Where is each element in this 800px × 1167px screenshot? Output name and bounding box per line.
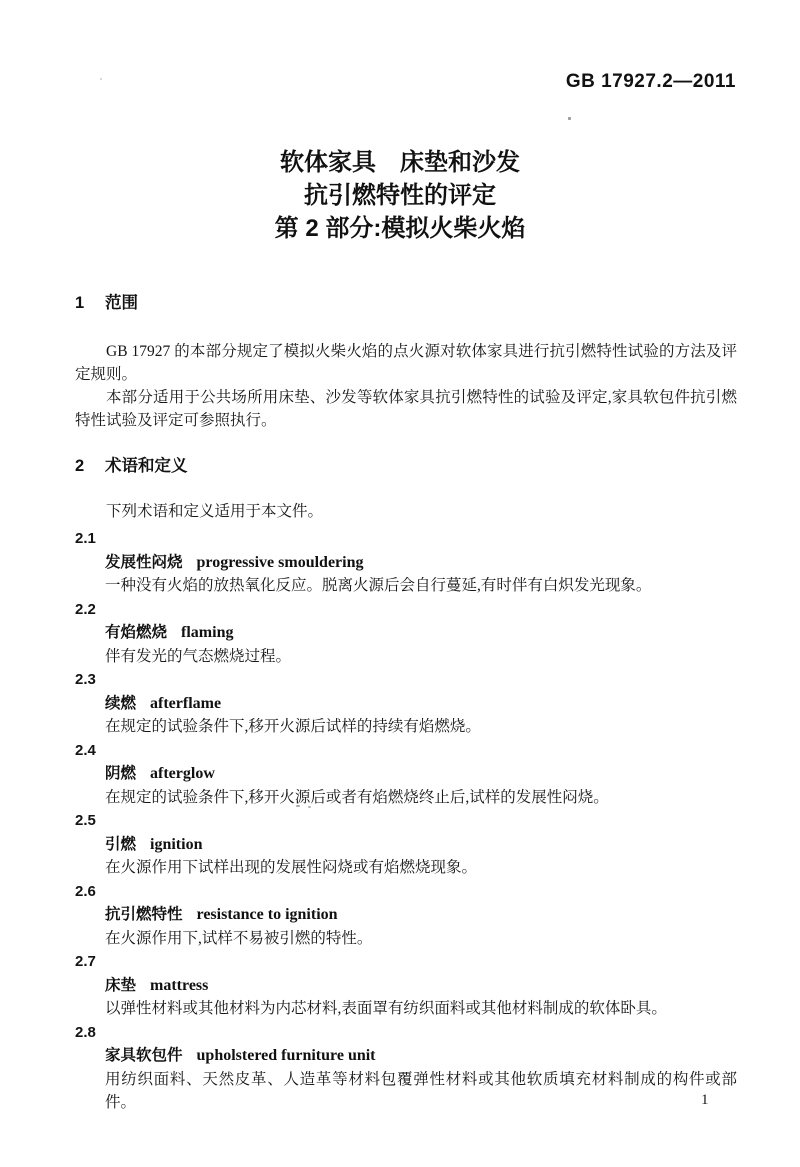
definition-text: 用纺织面料、天然皮革、人造革等材料包覆弹性材料或其他软质填充材料制成的构件或部件。	[105, 1070, 737, 1111]
definition-number: 2.1	[75, 530, 96, 547]
scan-artifact	[308, 806, 311, 808]
section-title: 范围	[105, 294, 138, 312]
definition-term	[105, 551, 737, 575]
term-en: flaming	[181, 624, 234, 641]
scope-paragraph-2: 本部分适用于公共场所用床垫、沙发等软体家具抗引燃特性的试验及评定,家具软包件抗引燃特性试验及评定可参照执行。	[75, 389, 737, 429]
section-title: 术语和定义	[105, 457, 188, 475]
term-zh: 有焰燃烧	[105, 624, 168, 641]
doc-title-line-1: 软体家具 床垫和沙发	[280, 149, 520, 176]
term-zh: 续燃	[105, 694, 137, 712]
term-zh: 引燃	[105, 835, 137, 853]
term-en: afterglow	[150, 765, 215, 782]
definition-text: 以弹性材料或其他材料为内芯材料,表面罩有纺织面料或其他材料制成的软体卧具。	[105, 1000, 667, 1017]
term-en: upholstered furniture unit	[196, 1047, 376, 1064]
scan-artifact	[100, 78, 102, 80]
definition-text: 在火源作用下试样出现的发展性闷烧或有焰燃烧现象。	[105, 859, 478, 876]
definition-text: 一种没有火焰的放热氧化反应。脱离火源后会自行蔓延,有时伴有白炽发光现象。	[105, 577, 652, 594]
definition-number: 2.7	[75, 953, 96, 970]
term-definition-2-6	[75, 880, 737, 951]
scan-artifact	[568, 117, 571, 120]
definition-number: 2.6	[75, 882, 96, 900]
doc-title-line-3: 第 2 部分:模拟火柴火焰	[274, 215, 526, 242]
term-zh: 家具软包件	[105, 1047, 183, 1064]
definition-number: 2.2	[75, 600, 96, 618]
term-en: progressive smouldering	[196, 553, 364, 571]
section-scope-heading	[75, 292, 737, 314]
definition-term	[105, 762, 737, 786]
term-definition-2-1	[75, 527, 737, 598]
term-definition-2-4	[75, 739, 737, 810]
term-en: afterflame	[150, 694, 222, 712]
term-zh: 发展性闷烧	[105, 553, 183, 571]
definition-text: 在火源作用下,试样不易被引燃的特性。	[105, 929, 373, 947]
definition-text: 伴有发光的气态燃烧过程。	[105, 647, 292, 665]
doc-title-line-2: 抗引燃特性的评定	[304, 182, 496, 209]
definition-term	[105, 692, 737, 716]
definition-term	[105, 833, 737, 857]
term-en: mattress	[150, 976, 209, 994]
term-definition-2-5	[75, 809, 737, 880]
section-number: 2	[75, 457, 85, 475]
definition-number: 2.4	[75, 741, 96, 759]
definition-number: 2.8	[75, 1023, 96, 1041]
section-terms-heading	[75, 455, 737, 477]
definition-term	[105, 903, 737, 927]
term-zh: 抗引燃特性	[105, 906, 183, 923]
document-body	[75, 288, 737, 1115]
definition-number: 2.3	[75, 671, 96, 688]
definition-text: 在规定的试验条件下,移开火源后或者有焰燃烧终止后,试样的发展性闷烧。	[105, 788, 609, 806]
standard-number: GB 17927.2—2011	[565, 71, 736, 92]
term-definition-2-7	[75, 950, 737, 1021]
scan-artifact	[296, 805, 300, 807]
term-definition-2-2	[75, 598, 737, 669]
definition-text: 在规定的试验条件下,移开火源后试样的持续有焰燃烧。	[105, 718, 481, 735]
terms-intro: 下列术语和定义适用于本文件。	[106, 503, 324, 520]
definition-term	[105, 621, 737, 645]
term-en: resistance to ignition	[196, 906, 338, 923]
definition-term	[105, 1044, 737, 1068]
term-definition-2-3	[75, 668, 737, 739]
definition-term	[105, 974, 737, 998]
term-definition-2-8	[75, 1021, 737, 1115]
section-number: 1	[75, 294, 85, 312]
page-number: 1	[701, 1092, 709, 1108]
definitions-list	[75, 527, 737, 1115]
definition-number: 2.5	[75, 812, 96, 829]
term-zh: 床垫	[105, 976, 137, 994]
term-en: ignition	[150, 835, 203, 853]
term-zh: 阴燃	[105, 765, 137, 782]
scope-paragraph-1: GB 17927 的本部分规定了模拟火柴火焰的点火源对软体家具进行抗引燃特性试验的方法及评定规则。	[75, 343, 737, 383]
doc-title	[69, 146, 731, 245]
